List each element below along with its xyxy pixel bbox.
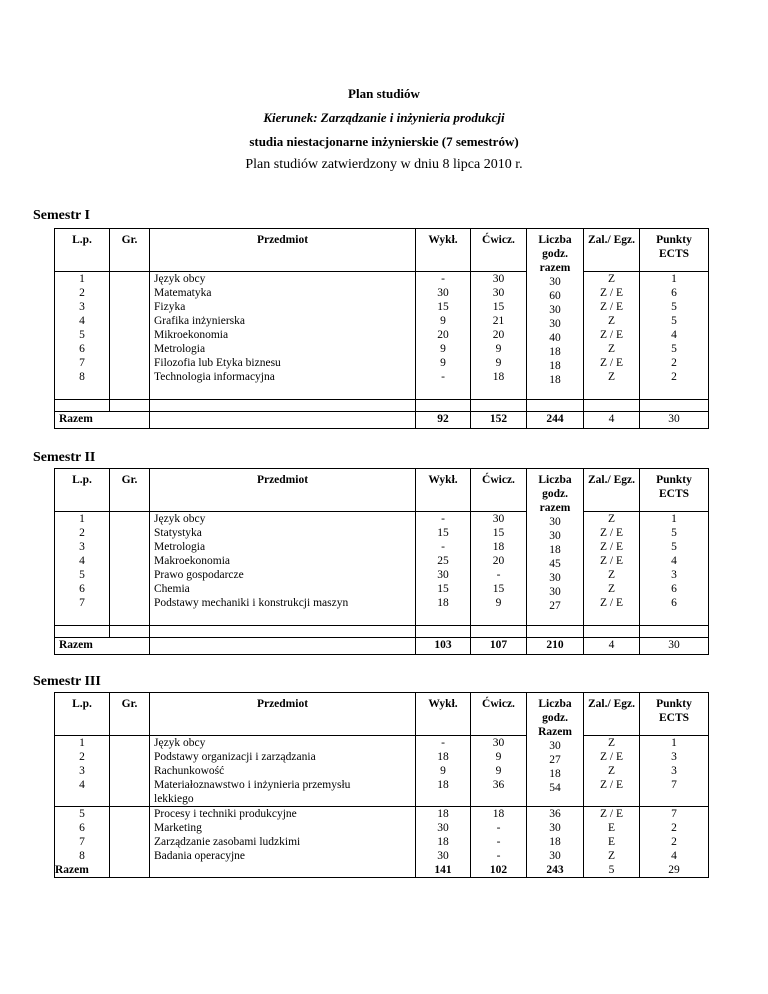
col-exam: Zal./ Egz. <box>584 469 640 512</box>
total-label: Razem <box>55 412 150 429</box>
col-group: Gr. <box>110 693 150 736</box>
table-header-row <box>55 229 709 272</box>
total-exam: 4 <box>584 638 640 655</box>
exercise-column: 30 9 9 36 <box>471 736 527 807</box>
col-hours-block: Liczba godz. razem 30 30 18 45 30 30 27 <box>527 469 584 626</box>
ects-column: 1 6 5 5 4 5 2 2 <box>640 272 709 400</box>
col-group: Gr. <box>110 229 150 272</box>
semester-2-table <box>54 468 709 655</box>
col-subject: Przedmiot <box>150 469 416 512</box>
group-column <box>110 512 150 626</box>
exam-column: Z / E E E Z 5 <box>584 807 640 878</box>
group-column <box>110 736 150 807</box>
col-lp: L.p. <box>55 469 110 512</box>
study-mode: studia niestacjonarne inżynierskie (7 semestrów) <box>249 134 519 149</box>
ects-column: 1 3 3 7 <box>640 736 709 807</box>
approval-note: Plan studiów zatwierdzony w dniu 8 lipca 2010 r. <box>245 157 523 172</box>
total-ects: 30 <box>640 412 709 429</box>
col-ects: Punkty ECTS <box>640 469 709 512</box>
exam-column: Z Z / E Z / E Z Z / E Z Z / E Z <box>584 272 640 400</box>
table-spacer-row <box>55 400 709 412</box>
col-group: Gr. <box>110 469 150 512</box>
subject-column: Procesy i techniki produkcyjne Marketing Zarządzanie zasobami ludzkimi Badania operacyjne <box>150 807 416 878</box>
col-hours: Liczba godz. razem <box>538 234 572 274</box>
total-label: Razem <box>55 864 89 876</box>
table-body-row <box>55 272 709 400</box>
col-lecture: Wykł. <box>416 469 471 512</box>
subject-column: Język obcy Matematyka Fizyka Grafika inżynierska Mikroekonomia Metrologia Filozofia lub Etyka biznesu Technologia informacyjna <box>150 272 416 400</box>
ects-column: 7 2 2 4 29 <box>640 807 709 878</box>
semester-1-table <box>54 228 709 429</box>
table-body-row <box>55 512 709 626</box>
col-exercise: Ćwicz. <box>471 469 527 512</box>
total-row <box>55 638 709 655</box>
col-hours-block: Liczba godz. razem 30 60 30 30 40 18 18 18 <box>527 229 584 400</box>
total-lecture: 92 <box>416 412 471 429</box>
semester-1-title: Semestr I <box>33 208 90 223</box>
semester-3-title: Semestr III <box>33 674 101 689</box>
col-exam: Zal./ Egz. <box>584 693 640 736</box>
total-exam: 5 <box>608 864 615 876</box>
lecture-column: - 30 15 9 20 9 9 - <box>416 272 471 400</box>
exam-column: Z Z / E Z / E Z / E Z Z Z / E <box>584 512 640 626</box>
total-hours: 244 <box>527 412 584 429</box>
col-lp: L.p. <box>55 693 110 736</box>
exercise-column: 30 30 15 21 20 9 9 18 <box>471 272 527 400</box>
col-hours: Liczba godz. razem <box>538 474 572 514</box>
lecture-column: 18 30 18 30 141 <box>416 807 471 878</box>
col-lecture: Wykł. <box>416 229 471 272</box>
lecture-column: - 15 - 25 30 15 18 <box>416 512 471 626</box>
total-ects: 30 <box>640 638 709 655</box>
total-label: Razem <box>55 638 150 655</box>
table-header-row <box>55 469 709 512</box>
exercise-column: 18 - - - 102 <box>471 807 527 878</box>
table-spacer-row <box>55 626 709 638</box>
table-body-row <box>55 807 709 878</box>
total-ects: 29 <box>668 864 680 876</box>
col-ects: Punkty ECTS <box>640 693 709 736</box>
lp-column: 5 6 7 8 Razem <box>55 807 110 878</box>
total-exercise: 152 <box>471 412 527 429</box>
ects-column: 1 5 5 4 3 6 6 <box>640 512 709 626</box>
col-subject: Przedmiot <box>150 693 416 736</box>
col-hours-block: Liczba godz. Razem 30 27 18 54 <box>527 693 584 807</box>
col-exercise: Ćwicz. <box>471 229 527 272</box>
group-column <box>110 272 150 400</box>
subject-column: Język obcy Podstawy organizacji i zarządzania Rachunkowość Materiałoznawstwo i inżynieria przemysłu lekkiego <box>150 736 416 807</box>
semester-2-title: Semestr II <box>33 450 96 465</box>
group-column <box>110 807 150 878</box>
total-exam: 4 <box>584 412 640 429</box>
exercise-column: 30 15 18 20 - 15 9 <box>471 512 527 626</box>
hours-column: 36 30 18 30 243 <box>527 807 584 878</box>
col-lecture: Wykł. <box>416 693 471 736</box>
total-hours: 243 <box>546 864 564 876</box>
field-of-study: Kierunek: Zarządzanie i inżynieria produkcji <box>263 110 505 125</box>
subject-column: Język obcy Statystyka Metrologia Makroekonomia Prawo gospodarcze Chemia Podstawy mechaniki i konstrukcji maszyn <box>150 512 416 626</box>
total-hours: 210 <box>527 638 584 655</box>
total-lecture: 141 <box>434 864 452 876</box>
col-subject: Przedmiot <box>150 229 416 272</box>
total-exercise: 102 <box>489 864 508 876</box>
exam-column: Z Z / E Z Z / E <box>584 736 640 807</box>
total-exercise: 107 <box>471 638 527 655</box>
col-lp: L.p. <box>55 229 110 272</box>
col-exam: Zal./ Egz. <box>584 229 640 272</box>
lp-column: 1 2 3 4 <box>55 736 110 807</box>
col-ects: Punkty ECTS <box>640 229 709 272</box>
total-lecture: 103 <box>416 638 471 655</box>
semester-3-table <box>54 692 709 878</box>
table-body-row <box>55 736 709 807</box>
lecture-column: - 18 9 18 <box>416 736 471 807</box>
table-header-row <box>55 693 709 736</box>
col-hours: Liczba godz. Razem <box>538 698 572 738</box>
col-exercise: Ćwicz. <box>471 693 527 736</box>
document-title: Plan studiów <box>348 86 420 101</box>
lp-column: 1 2 3 4 5 6 7 8 <box>55 272 110 400</box>
total-row <box>55 412 709 429</box>
lp-column: 1 2 3 4 5 6 7 <box>55 512 110 626</box>
